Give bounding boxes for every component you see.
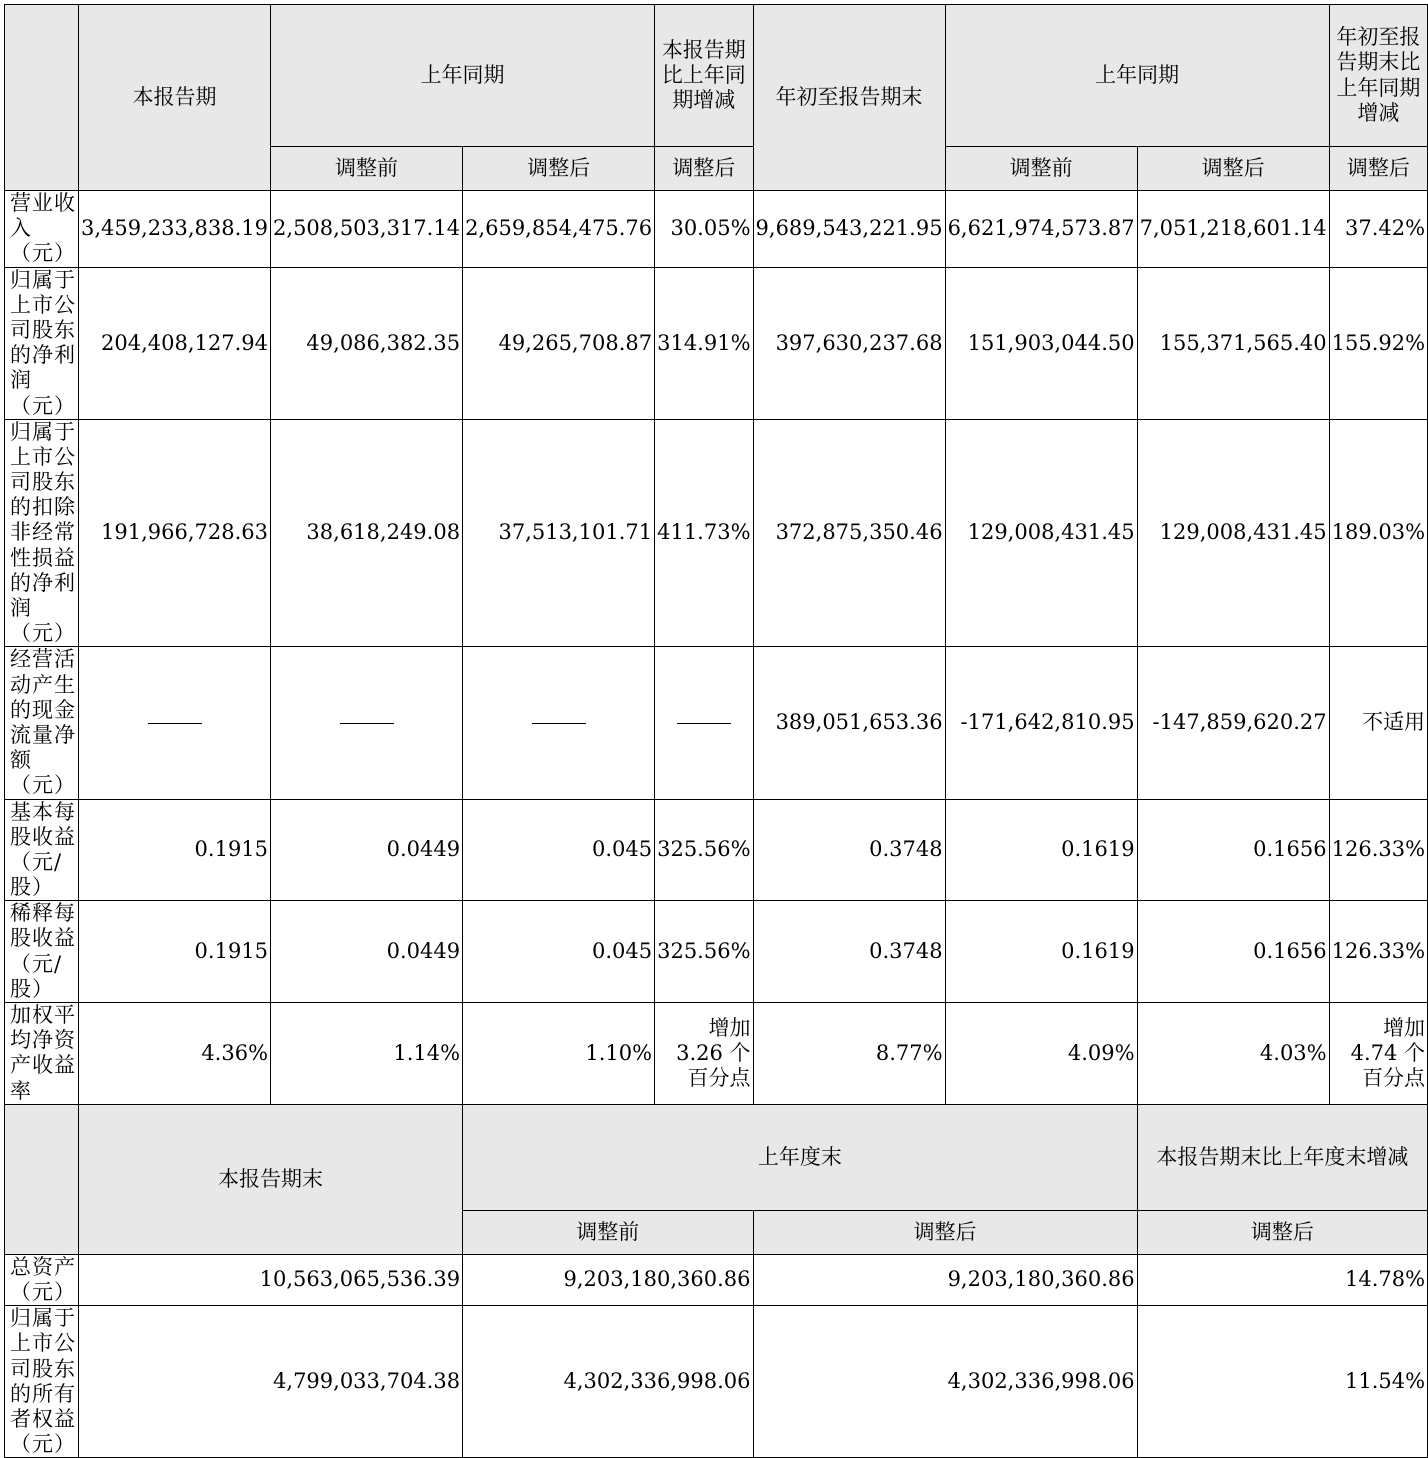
cell: 38,618,249.08 [271, 419, 463, 647]
cell: 11.54% [1137, 1306, 1427, 1458]
header2-change-after-adjust: 调整后 [1137, 1210, 1427, 1254]
cell: 9,689,543,221.95 [753, 191, 945, 268]
row-label: 基本每股收益（元/股） [5, 799, 79, 901]
header2-after-adjust: 调整后 [753, 1210, 1137, 1254]
header2-blank-cell [5, 1104, 79, 1254]
cell: 49,086,382.35 [271, 267, 463, 419]
header-after-adjust: 调整后 [463, 147, 655, 191]
cell: 不适用 [1329, 647, 1427, 799]
table-row [5, 901, 1428, 1003]
cell: 314.91% [655, 267, 753, 419]
cell: 37.42% [1329, 191, 1427, 268]
row-label: 营业收入（元） [5, 191, 79, 268]
dash-cell [271, 647, 463, 799]
header-ytd-change: 年初至报告期末比上年同期增减 [1329, 5, 1427, 147]
table-row [5, 1254, 1428, 1305]
dash [532, 723, 586, 724]
dash [677, 723, 731, 724]
header-ytd-before-adjust: 调整前 [945, 147, 1137, 191]
cell: 增加 3.26 个百分点 [655, 1003, 753, 1105]
cell: 126.33% [1329, 901, 1427, 1003]
cell: 4,302,336,998.06 [753, 1306, 1137, 1458]
cell: 389,051,653.36 [753, 647, 945, 799]
header-before-adjust: 调整前 [271, 147, 463, 191]
header-ytd-same-last-year: 上年同期 [945, 5, 1329, 147]
cell: 325.56% [655, 901, 753, 1003]
row-label: 归属于上市公司股东的净利润（元） [5, 267, 79, 419]
header-blank-cell [5, 5, 79, 191]
row-label: 总资产（元） [5, 1254, 79, 1305]
cell: 189.03% [1329, 419, 1427, 647]
cell: 129,008,431.45 [945, 419, 1137, 647]
table-row [5, 191, 1428, 268]
cell: 4.36% [79, 1003, 271, 1105]
cell: 151,903,044.50 [945, 267, 1137, 419]
header-same-period-last-year: 上年同期 [271, 5, 655, 147]
row-label: 归属于上市公司股东的扣除非经常性损益的净利润（元） [5, 419, 79, 647]
row-label: 经营活动产生的现金流量净额（元） [5, 647, 79, 799]
cell: 10,563,065,536.39 [79, 1254, 463, 1305]
cell: 2,659,854,475.76 [463, 191, 655, 268]
cell: 37,513,101.71 [463, 419, 655, 647]
cell: 411.73% [655, 419, 753, 647]
cell: 155,371,565.40 [1137, 267, 1329, 419]
header-current-period: 本报告期 [79, 5, 271, 191]
cell: 4,799,033,704.38 [79, 1306, 463, 1458]
dash-cell [79, 647, 271, 799]
cell: -171,642,810.95 [945, 647, 1137, 799]
row-label: 稀释每股收益（元/股） [5, 901, 79, 1003]
cell: 0.045 [463, 901, 655, 1003]
cell: 0.3748 [753, 901, 945, 1003]
header-ytd-change-after-adjust: 调整后 [1329, 147, 1427, 191]
cell: 0.1656 [1137, 799, 1329, 901]
cell: 7,051,218,601.14 [1137, 191, 1329, 268]
header-ytd: 年初至报告期末 [753, 5, 945, 191]
cell: 9,203,180,360.86 [753, 1254, 1137, 1305]
cell: 397,630,237.68 [753, 267, 945, 419]
header-change-after-adjust: 调整后 [655, 147, 753, 191]
cell: 1.10% [463, 1003, 655, 1105]
cell: 2,508,503,317.14 [271, 191, 463, 268]
cell: 155.92% [1329, 267, 1427, 419]
cell: 14.78% [1137, 1254, 1427, 1305]
header-change-vs-last-year: 本报告期比上年同期增减 [655, 5, 753, 147]
cell: 增加 4.74 个百分点 [1329, 1003, 1427, 1105]
row-label: 加权平均净资产收益率 [5, 1003, 79, 1105]
cell: 126.33% [1329, 799, 1427, 901]
table-row [5, 1306, 1428, 1458]
financial-summary-table [4, 4, 1428, 1458]
cell: 0.1619 [945, 799, 1137, 901]
dash-cell [655, 647, 753, 799]
dash [148, 723, 202, 724]
cell: 4.09% [945, 1003, 1137, 1105]
table-row [5, 1003, 1428, 1105]
cell: 204,408,127.94 [79, 267, 271, 419]
cell: 0.1656 [1137, 901, 1329, 1003]
dash [340, 723, 394, 724]
cell: 1.14% [271, 1003, 463, 1105]
cell: 0.045 [463, 799, 655, 901]
cell: 30.05% [655, 191, 753, 268]
table-row [5, 267, 1428, 419]
cell: 8.77% [753, 1003, 945, 1105]
cell: 49,265,708.87 [463, 267, 655, 419]
header2-before-adjust: 调整前 [463, 1210, 753, 1254]
cell: 0.3748 [753, 799, 945, 901]
header2-change-vs-last-year-end: 本报告期末比上年度末增减 [1137, 1104, 1427, 1210]
cell: 4.03% [1137, 1003, 1329, 1105]
header2-period-end: 本报告期末 [79, 1104, 463, 1254]
cell: 0.1619 [945, 901, 1137, 1003]
cell: 6,621,974,573.87 [945, 191, 1137, 268]
cell: 129,008,431.45 [1137, 419, 1329, 647]
row-label: 归属于上市公司股东的所有者权益（元） [5, 1306, 79, 1458]
cell: -147,859,620.27 [1137, 647, 1329, 799]
cell: 0.0449 [271, 901, 463, 1003]
cell: 325.56% [655, 799, 753, 901]
cell: 372,875,350.46 [753, 419, 945, 647]
table-row [5, 799, 1428, 901]
header-ytd-after-adjust: 调整后 [1137, 147, 1329, 191]
cell: 0.1915 [79, 799, 271, 901]
table-row [5, 647, 1428, 799]
cell: 0.1915 [79, 901, 271, 1003]
header2-last-year-end: 上年度末 [463, 1104, 1138, 1210]
cell: 191,966,728.63 [79, 419, 271, 647]
cell: 0.0449 [271, 799, 463, 901]
dash-cell [463, 647, 655, 799]
cell: 9,203,180,360.86 [463, 1254, 753, 1305]
table-row [5, 419, 1428, 647]
cell: 3,459,233,838.19 [79, 191, 271, 268]
cell: 4,302,336,998.06 [463, 1306, 753, 1458]
